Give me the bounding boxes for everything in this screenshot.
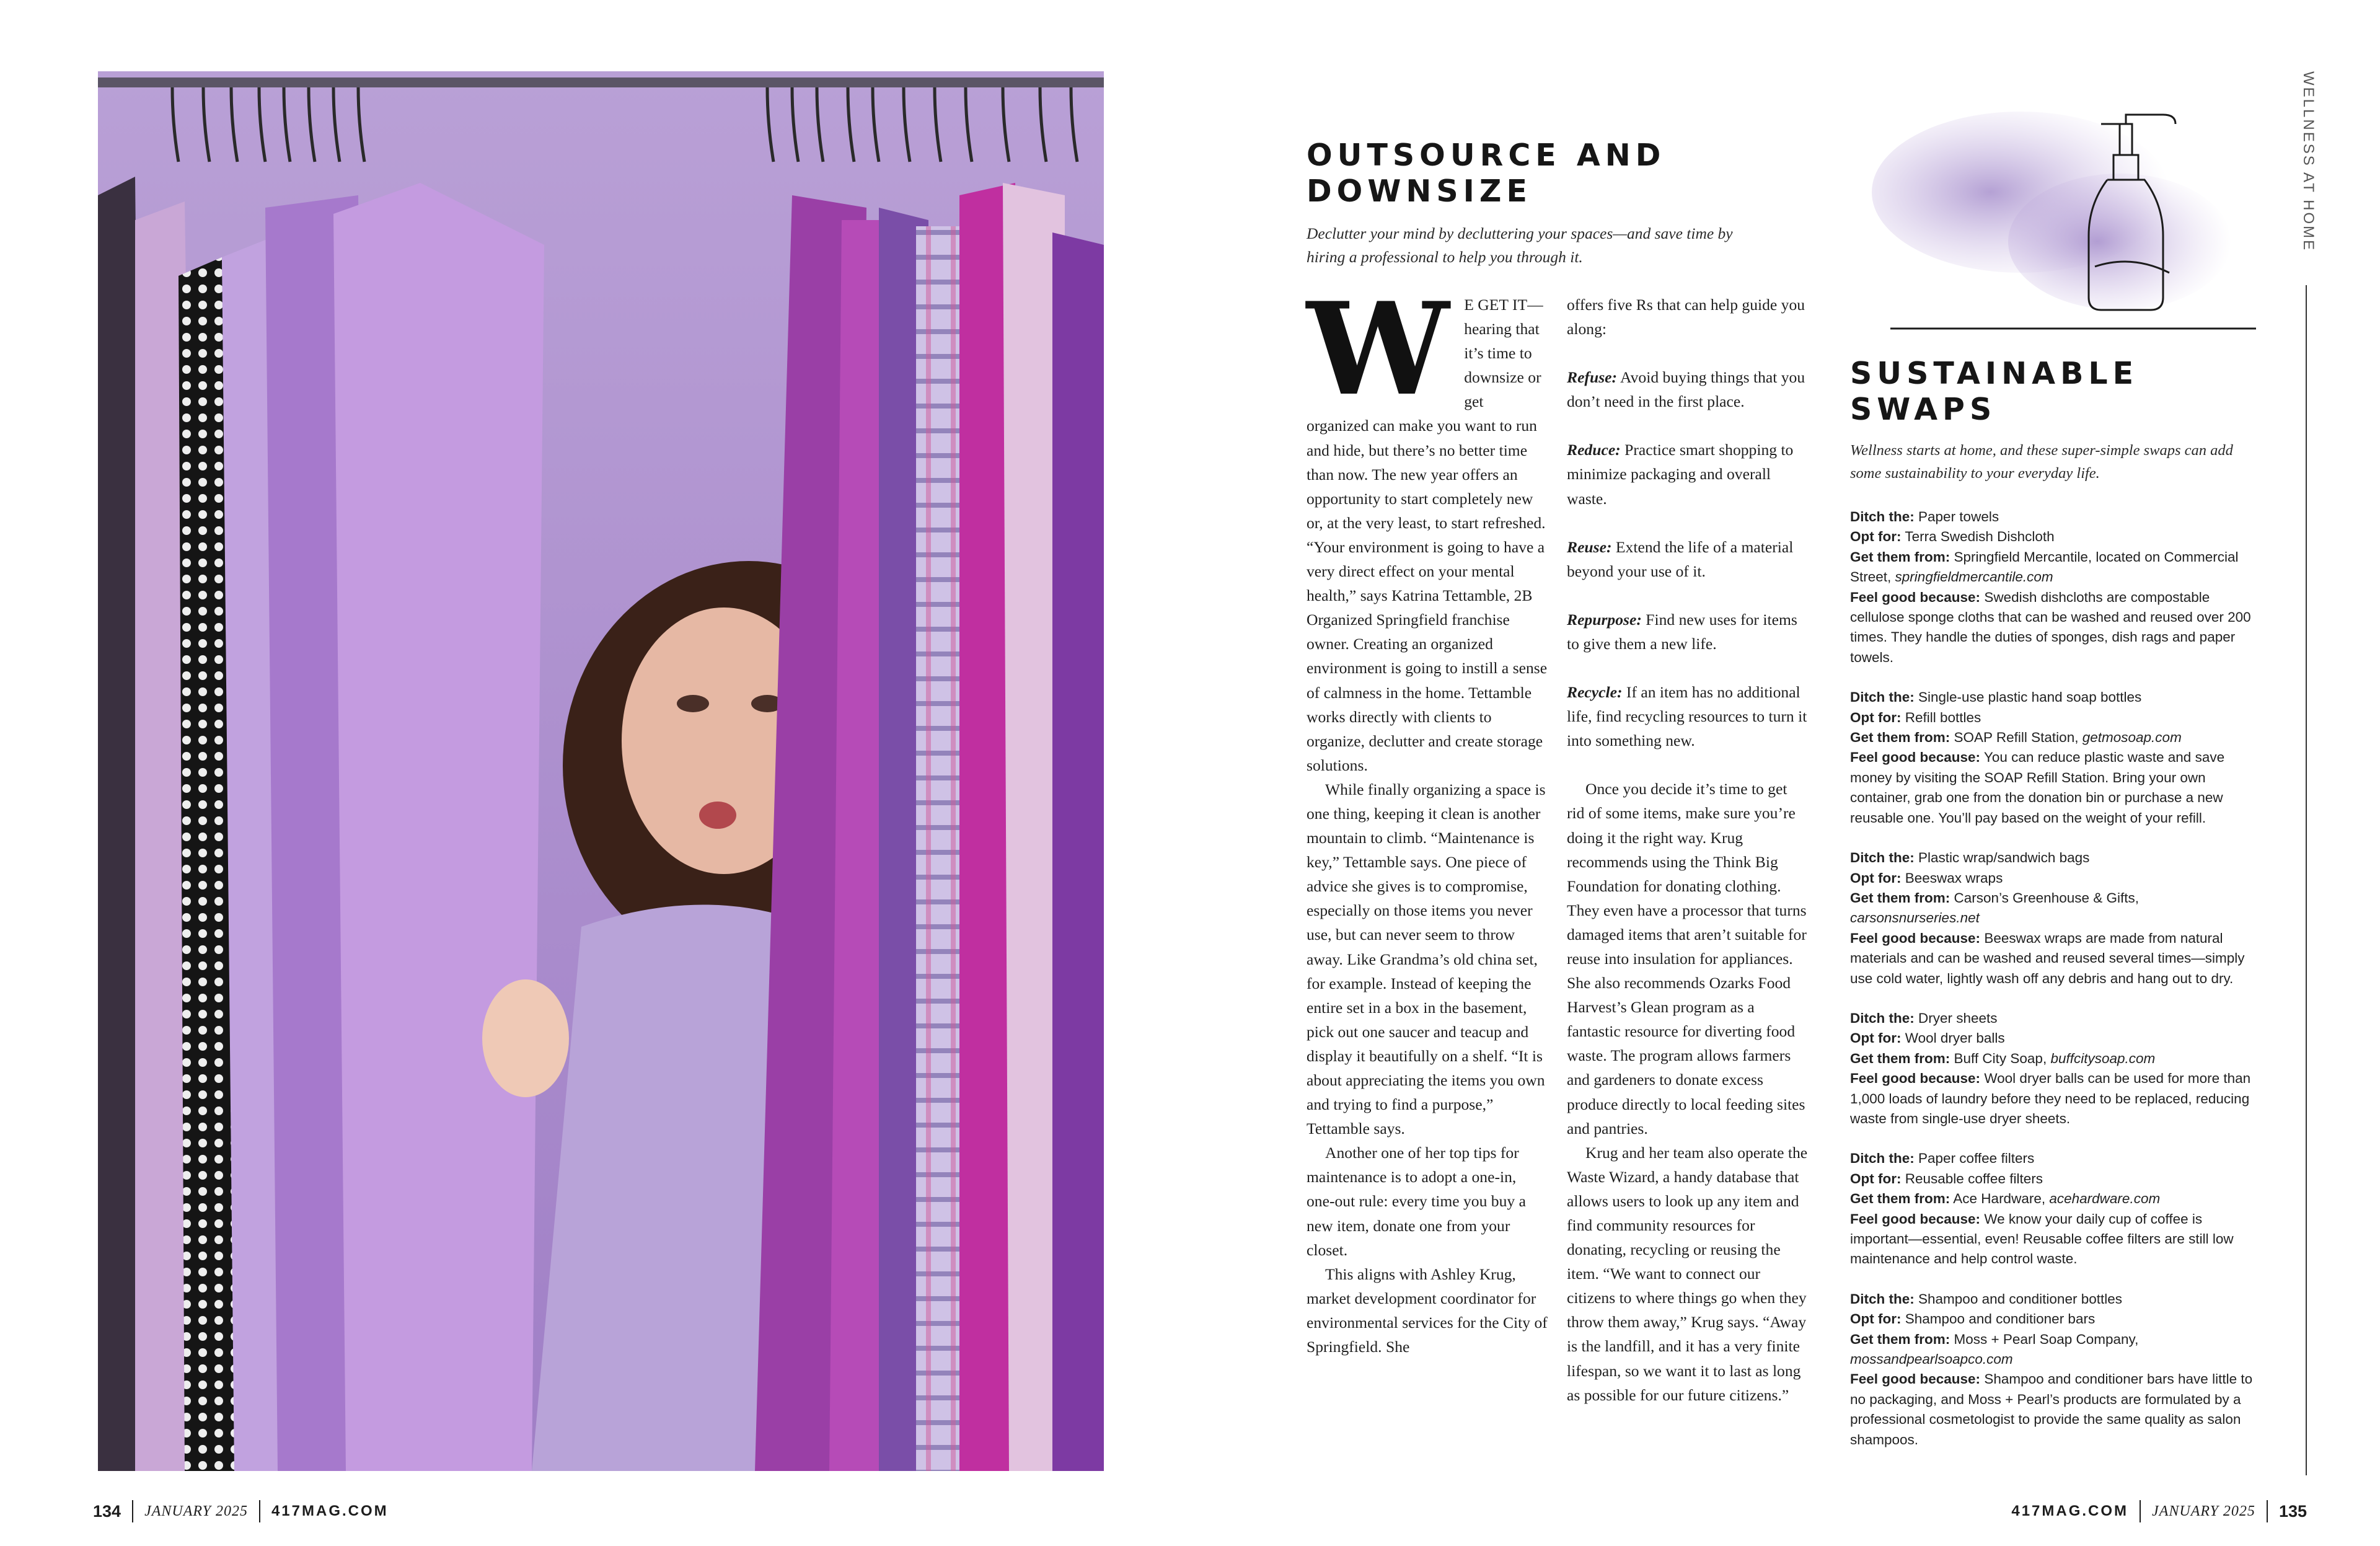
paragraph: offers five Rs that can help guide you along: [1567,296,1805,338]
feel-value: You can reduce plastic waste and save money by visiting the SOAP Refill Station. Bring your own container, grab one from the donation bin or purchase a new reusable one. You’ll pay based on the weight of your refill. [1850,749,2225,826]
sidebar-headline-line-1: SUSTAINABLE [1850,356,2139,391]
ditch-label: Ditch the: [1850,850,1915,866]
sidebar-headline [1850,356,2247,428]
r-item [1567,607,1809,656]
soap-bottle-art [1859,87,2281,335]
r-item [1567,365,1809,413]
get-label: Get them from: [1850,730,1950,746]
opt-value: Terra Swedish Dishcloth [1905,529,2055,545]
ditch-label: Ditch the: [1850,509,1915,524]
lead-in: E GET IT— [1464,296,1543,314]
r-text: Extend the life of a material beyond your use of it. [1567,537,1794,580]
section-label-text: WELLNESS AT HOME [2300,71,2317,252]
page-number: 134 [93,1501,121,1521]
r-text: If an item has no additional life, find recycling resources to turn it into something new. [1567,683,1807,750]
site-name: 417MAG.COM [2011,1503,2129,1519]
issue-date: JANUARY 2025 [2152,1503,2255,1519]
opt-value: Reusable coffee filters [1905,1170,2043,1186]
ditch-label: Ditch the: [1850,1291,1915,1307]
soap-bottle-illustration [1859,87,2281,335]
ditch-value: Paper coffee filters [1918,1151,2035,1167]
feel-label: Feel good because: [1850,749,1981,766]
ditch-label: Ditch the: [1850,1151,1915,1167]
r-term: Reduce: [1567,441,1621,459]
opt-label: Opt for: [1850,1030,1902,1046]
r-text: Practice smart shopping to minimize packaging and overall waste. [1567,441,1794,508]
feel-value: Shampoo and conditioner bars have little to no packaging, and Moss + Pearl’s products are formulated by a professional cosmetologist to provide the same quality as salon shampoos. [1850,1371,2253,1447]
opt-value: Shampoo and conditioner bars [1905,1311,2096,1327]
get-label: Get them from: [1850,1191,1950,1207]
opt-value: Wool dryer balls [1905,1030,2005,1046]
feel-label: Feel good because: [1850,1071,1981,1087]
feel-value: Beeswax wraps are made from natural materials and can be washed and reused several times—simply use cold water, lightly wash off any debris and hang out to dry. [1850,930,2245,986]
article-column-2 [1567,293,1809,1407]
feel-value: We know your daily cup of coffee is important—essential, even! Reusable coffee filters are still low maintenance and help control waste. [1850,1211,2234,1267]
get-value: Buff City Soap, [1954,1050,2047,1066]
swaps-list [1850,507,2253,1470]
opt-value: Beeswax wraps [1905,870,2003,886]
drop-cap: W [1307,275,1450,424]
feel-value: Wool dryer balls can be used for more than 1,000 loads of laundry before they need to be replaced, reducing waste from single-use dryer sheets. [1850,1071,2251,1126]
folio-divider [132,1500,133,1522]
closet-photo [98,71,1104,1471]
r-term: Recycle: [1567,683,1623,702]
r-item [1567,438,1809,510]
folio-divider [259,1500,260,1522]
opt-label: Opt for: [1850,870,1902,886]
section-label [2293,71,2318,276]
r-item [1567,535,1809,583]
article-column-1 [1307,275,1548,1359]
section-rule [2306,285,2307,1475]
r-term: Repurpose: [1567,610,1642,629]
get-url: mossandpearlsoapco.com [1850,1351,2013,1367]
get-label: Get them from: [1850,1050,1950,1066]
issue-date: JANUARY 2025 [144,1503,248,1519]
get-value: SOAP Refill Station, [1954,730,2079,746]
opt-label: Opt for: [1850,1311,1902,1327]
opt-label: Opt for: [1850,1170,1902,1186]
paragraph: This aligns with Ashley Krug, market development coordinator for environmental services for the City of Springfield. She [1307,1265,1548,1356]
folio-divider [2140,1500,2141,1522]
ditch-label: Ditch the: [1850,1010,1915,1026]
feel-label: Feel good because: [1850,589,1981,605]
paragraph: While finally organizing a space is one thing, keeping it clean is another mountain to climb. “Maintenance is key,” Tettamble says. One piece of advice she gives is to compromise, especially on those items you never use, but can never seem to throw away. Like Grandma’s old china set, for example. Instead of keeping the entire set in a box in the basement, pick out one saucer and teacup and display it beautifully on a shelf. “It is about appreciating the items you own and trying to find a purpose,” Tettamble says. [1307,780,1546,1138]
r-term: Refuse: [1567,368,1618,387]
site-name: 417MAG.COM [271,1503,389,1519]
swap-item [1850,1009,2253,1129]
feel-label: Feel good because: [1850,1211,1981,1227]
right-folio [2011,1500,2307,1522]
paragraph: Once you decide it’s time to get rid of some items, make sure you’re doing it the right way. Krug recommends using the Think Big Foundation for donating clothing. They even have a processor that turns damaged items that aren’t suitable for reuse into insulation for appliances. She also recommends Ozarks Food Harvest’s Glean program as a fantastic resource for diverting food waste. The program allows farmers and gardeners to donate excess produce directly to local feeding sites and pantries. [1567,780,1807,1137]
swap-item [1850,687,2253,828]
paragraph: hearing that it’s time to downsize or get organized can make you want to run and hide, but there’s no better time than now. The new year offers an opportunity to start completely new or, at the very least, to start refreshed. “Your environment is going to have a very direct effect on your mental health,” says Katrina Tettamble, 2B Organized Springfield franchise owner. Creating an organized environment is going to instill a sense of calmness in the home. Tettamble works directly with clients to organize, declutter and create storage solutions. [1307,320,1548,774]
get-label: Get them from: [1850,890,1950,906]
ditch-value: Plastic wrap/sandwich bags [1918,850,2090,866]
get-url: buffcitysoap.com [2050,1050,2156,1066]
get-label: Get them from: [1850,1331,1950,1347]
headline-line-2: DOWNSIZE [1307,174,1532,209]
sidebar-dek: Wellness starts at home, and these super-simple swaps can add some sustainability to your everyday life. [1850,442,2233,482]
get-value: Carson’s Greenhouse & Gifts, [1954,890,2140,906]
r-text: Find new uses for items to give them a new life. [1567,610,1797,653]
article-headline [1307,138,1753,210]
r-text: Avoid buying things that you don’t need in the first place. [1567,368,1805,411]
get-value: Moss + Pearl Soap Company, [1954,1331,2139,1347]
article-dek: Declutter your mind by decluttering your spaces—and save time by hiring a professional to help you through it. [1307,224,1733,266]
get-url: springfieldmercantile.com [1895,569,2053,585]
sidebar-headline-line-2: SWAPS [1850,392,1997,427]
ditch-value: Single-use plastic hand soap bottles [1918,689,2142,705]
feel-label: Feel good because: [1850,1371,1981,1387]
headline-line-1: OUTSOURCE AND [1307,138,1666,173]
ditch-value: Paper towels [1918,509,1999,524]
paragraph: Another one of her top tips for maintenance is to adopt a one-in, one-out rule: every time you buy a new item, donate one from your closet. [1307,1144,1526,1259]
swap-item [1850,1289,2253,1450]
get-url: carsonsnurseries.net [1850,910,1980,926]
swap-item [1850,848,2253,989]
r-item [1567,680,1809,753]
get-value: Ace Hardware, [1953,1191,2046,1207]
get-url: getmosoap.com [2082,730,2182,746]
opt-value: Refill bottles [1905,709,1981,725]
photo-illustration [98,71,1104,1471]
opt-label: Opt for: [1850,529,1902,545]
folio-divider [2267,1500,2268,1522]
get-label: Get them from: [1850,549,1950,565]
get-value: Springfield Mercantile, located on Commercial Street, [1850,549,2239,585]
left-folio [93,1500,389,1522]
ditch-value: Shampoo and conditioner bottles [1918,1291,2122,1307]
swap-item [1850,507,2253,668]
swap-item [1850,1149,2253,1269]
paragraph: Krug and her team also operate the Waste Wizard, a handy database that allows users to look up any item and find community resources for donating, recycling or reusing the item. “We want to connect our citizens to where things go when they throw them away,” Krug says. “Away is the landfill, and it has a very finite lifespan, so we want it to last as long as possible for our future citizens.” [1567,1143,1808,1404]
page-number: 135 [2278,1501,2307,1521]
feel-value: Swedish dishcloths are compostable cellulose sponge cloths that can be washed and reused over 200 times. They handle the duties of sponges, dish rags and paper towels. [1850,589,2251,665]
opt-label: Opt for: [1850,709,1902,725]
get-url: acehardware.com [2049,1191,2161,1207]
r-term: Reuse: [1567,537,1612,556]
feel-label: Feel good because: [1850,930,1981,946]
ditch-label: Ditch the: [1850,689,1915,705]
ditch-value: Dryer sheets [1918,1010,1998,1026]
